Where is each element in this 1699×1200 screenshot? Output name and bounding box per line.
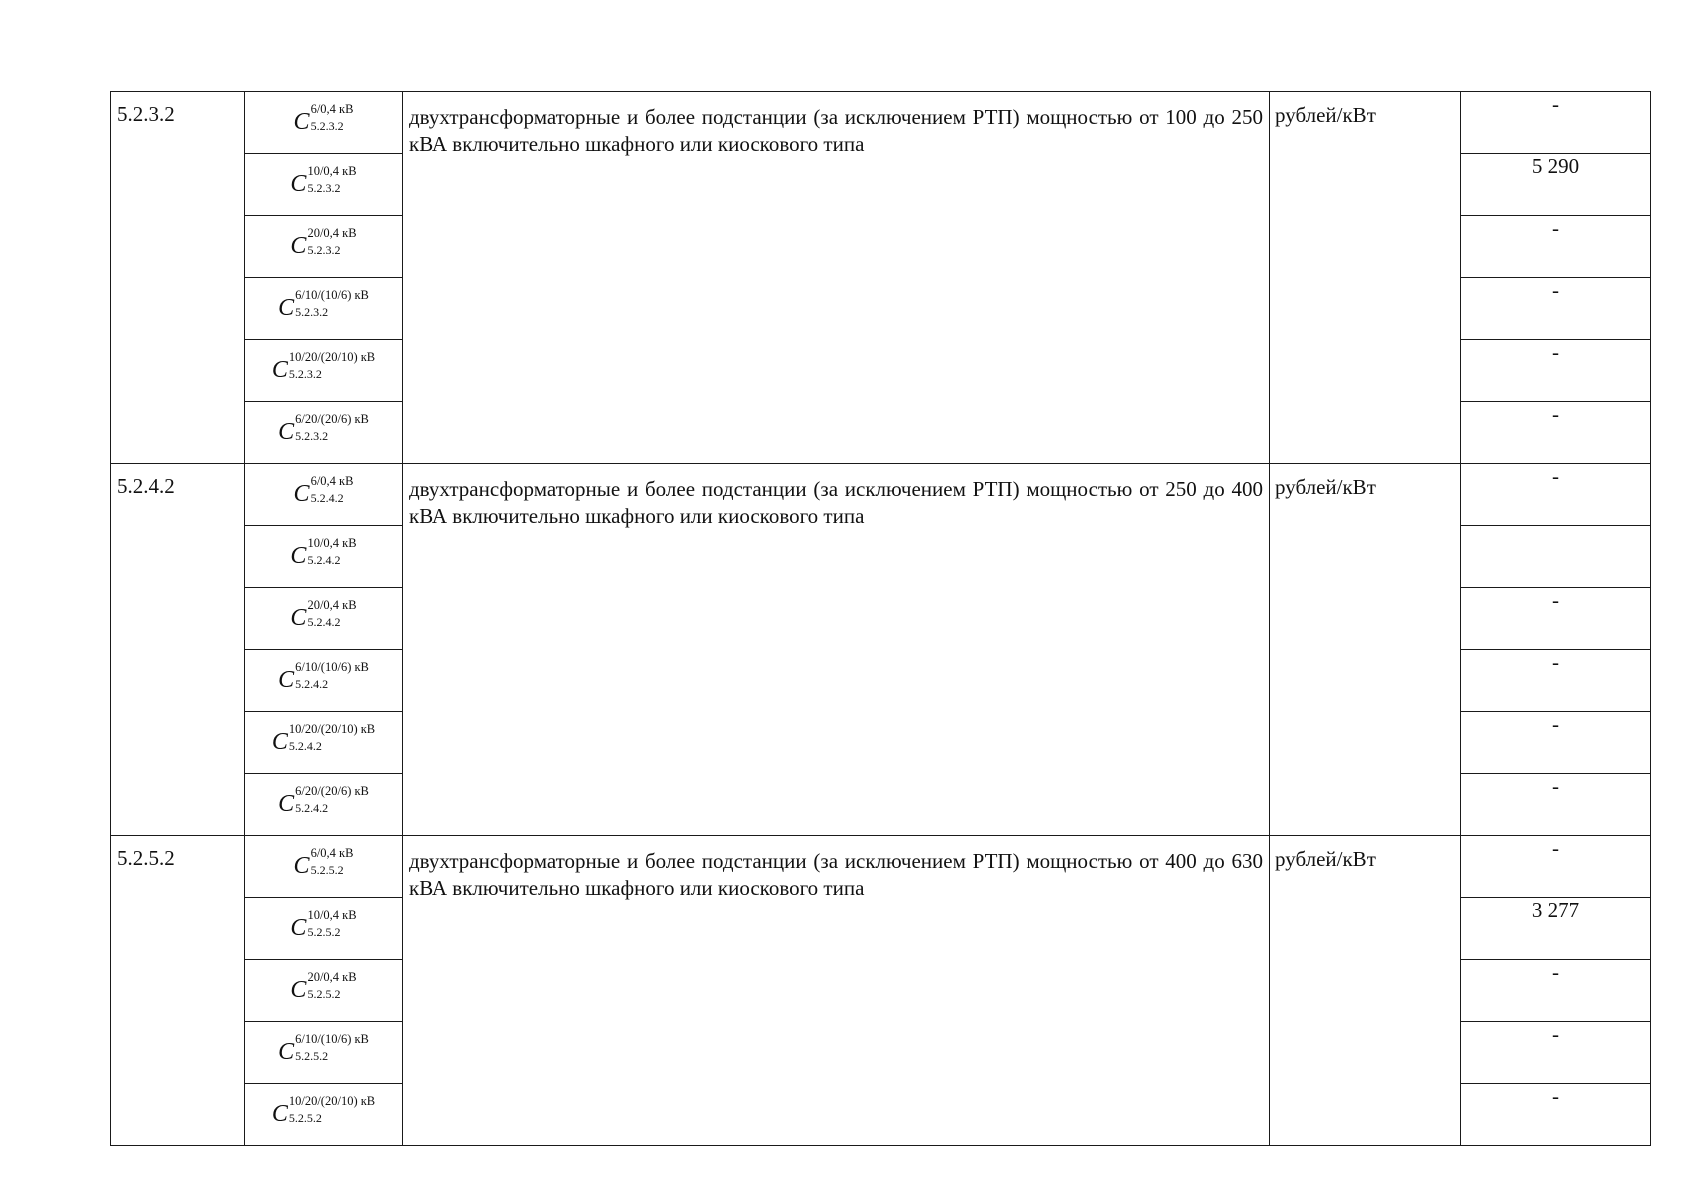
- rate-symbol-letter: C: [293, 853, 310, 879]
- item-number: 5.2.4.2: [111, 464, 245, 836]
- item-description: двухтрансформаторные и более подстанции (за исключением РТП) мощностью от 100 до 250 кВА включительно шкафного или киоскового типа: [403, 92, 1270, 464]
- rate-symbol-cell: [245, 278, 403, 340]
- rate-symbol-index: 5.2.4.2: [288, 739, 322, 753]
- rate-value: 3 277: [1461, 898, 1651, 960]
- rate-symbol-letter: C: [278, 1039, 295, 1065]
- rate-symbol-index: 5.2.3.2: [295, 305, 329, 319]
- rate-symbol-letter: C: [290, 233, 307, 259]
- rate-value: -: [1461, 1084, 1651, 1146]
- table-row: [111, 92, 1651, 154]
- rate-symbol-index: 5.2.5.2: [310, 863, 344, 877]
- rate-symbol-voltage: 10/20/(20/10) кВ: [288, 1094, 376, 1108]
- rate-symbol-cell: [245, 464, 403, 526]
- rate-symbol-cell: [245, 1084, 403, 1146]
- rate-symbol-voltage: 10/20/(20/10) кВ: [288, 722, 376, 736]
- rate-value: -: [1461, 712, 1651, 774]
- rate-symbol-cell: [245, 898, 403, 960]
- rate-value: -: [1461, 650, 1651, 712]
- rate-symbol-cell: [245, 588, 403, 650]
- rate-symbol-voltage: 6/0,4 кВ: [310, 474, 354, 488]
- rate-symbol-cell: [245, 1022, 403, 1084]
- rate-symbol-letter: C: [278, 791, 295, 817]
- rate-symbol-index: 5.2.5.2: [307, 925, 341, 939]
- item-number: 5.2.3.2: [111, 92, 245, 464]
- tariff-table-body: [111, 92, 1651, 1146]
- rate-symbol-index: 5.2.4.2: [295, 677, 329, 691]
- rate-symbol-index: 5.2.3.2: [295, 429, 329, 443]
- item-number: 5.2.5.2: [111, 836, 245, 1146]
- rate-symbol-index: 5.2.3.2: [288, 367, 322, 381]
- rate-symbol-index: 5.2.5.2: [295, 1049, 329, 1063]
- table-row: [111, 836, 1651, 898]
- unit-label: рублей/кВт: [1270, 92, 1461, 464]
- rate-symbol-letter: C: [271, 1101, 288, 1127]
- rate-symbol-cell: [245, 402, 403, 464]
- rate-symbol-letter: C: [278, 419, 295, 445]
- rate-symbol-index: 5.2.4.2: [307, 615, 341, 629]
- rate-symbol-voltage: 6/0,4 кВ: [310, 846, 354, 860]
- rate-symbol-voltage: 6/20/(20/6) кВ: [295, 784, 369, 798]
- rate-symbol-voltage: 6/10/(10/6) кВ: [295, 660, 369, 674]
- rate-symbol-cell: [245, 960, 403, 1022]
- rate-symbol-letter: C: [278, 295, 295, 321]
- rate-symbol-cell: [245, 526, 403, 588]
- rate-value: -: [1461, 1022, 1651, 1084]
- rate-value: -: [1461, 464, 1651, 526]
- rate-symbol-index: 5.2.4.2: [295, 801, 329, 815]
- rate-symbol-letter: C: [290, 977, 307, 1003]
- rate-value: -: [1461, 340, 1651, 402]
- table-row: [111, 464, 1651, 526]
- rate-symbol-index: 5.2.3.2: [307, 243, 341, 257]
- rate-symbol-voltage: 10/0,4 кВ: [307, 536, 357, 550]
- rate-symbol-voltage: 10/0,4 кВ: [307, 908, 357, 922]
- rate-symbol-letter: C: [271, 357, 288, 383]
- rate-symbol-voltage: 6/0,4 кВ: [310, 102, 354, 116]
- rate-symbol-letter: C: [290, 915, 307, 941]
- rate-symbol-letter: C: [290, 171, 307, 197]
- rate-symbol-voltage: 20/0,4 кВ: [307, 970, 357, 984]
- rate-symbol-index: 5.2.3.2: [307, 181, 341, 195]
- rate-symbol-voltage: 10/0,4 кВ: [307, 164, 357, 178]
- rate-symbol-cell: [245, 216, 403, 278]
- rate-symbol-voltage: 20/0,4 кВ: [307, 598, 357, 612]
- rate-symbol-letter: C: [293, 109, 310, 135]
- rate-symbol-cell: [245, 836, 403, 898]
- rate-symbol-cell: [245, 340, 403, 402]
- rate-symbol-voltage: 20/0,4 кВ: [307, 226, 357, 240]
- item-description: двухтрансформаторные и более подстанции (за исключением РТП) мощностью от 400 до 630 кВА включительно шкафного или киоскового типа: [403, 836, 1270, 1146]
- rate-value: -: [1461, 278, 1651, 340]
- rate-symbol-index: 5.2.4.2: [310, 491, 344, 505]
- rate-symbol-cell: [245, 712, 403, 774]
- item-description: двухтрансформаторные и более подстанции (за исключением РТП) мощностью от 250 до 400 кВА включительно шкафного или киоскового типа: [403, 464, 1270, 836]
- rate-value: -: [1461, 836, 1651, 898]
- rate-symbol-index: 5.2.4.2: [307, 553, 341, 567]
- rate-symbol-letter: C: [293, 481, 310, 507]
- rate-value: -: [1461, 216, 1651, 278]
- unit-label: рублей/кВт: [1270, 464, 1461, 836]
- rate-symbol-index: 5.2.5.2: [307, 987, 341, 1001]
- rate-symbol-letter: C: [278, 667, 295, 693]
- rate-symbol-letter: C: [290, 543, 307, 569]
- rate-symbol-cell: [245, 650, 403, 712]
- rate-value: -: [1461, 92, 1651, 154]
- rate-symbol-voltage: 6/20/(20/6) кВ: [295, 412, 369, 426]
- rate-value: 5 290: [1461, 154, 1651, 216]
- rate-value: [1461, 526, 1651, 588]
- rate-symbol-voltage: 10/20/(20/10) кВ: [288, 350, 376, 364]
- rate-symbol-voltage: 6/10/(10/6) кВ: [295, 1032, 369, 1046]
- rate-value: -: [1461, 960, 1651, 1022]
- rate-symbol-cell: [245, 92, 403, 154]
- rate-symbol-index: 5.2.5.2: [288, 1111, 322, 1125]
- rate-symbol-voltage: 6/10/(10/6) кВ: [295, 288, 369, 302]
- rate-symbol-cell: [245, 154, 403, 216]
- rate-symbol-letter: C: [290, 605, 307, 631]
- rate-value: -: [1461, 774, 1651, 836]
- tariff-table: [110, 91, 1651, 1146]
- rate-symbol-letter: C: [271, 729, 288, 755]
- unit-label: рублей/кВт: [1270, 836, 1461, 1146]
- rate-value: -: [1461, 402, 1651, 464]
- rate-value: -: [1461, 588, 1651, 650]
- rate-symbol-cell: [245, 774, 403, 836]
- rate-symbol-index: 5.2.3.2: [310, 119, 344, 133]
